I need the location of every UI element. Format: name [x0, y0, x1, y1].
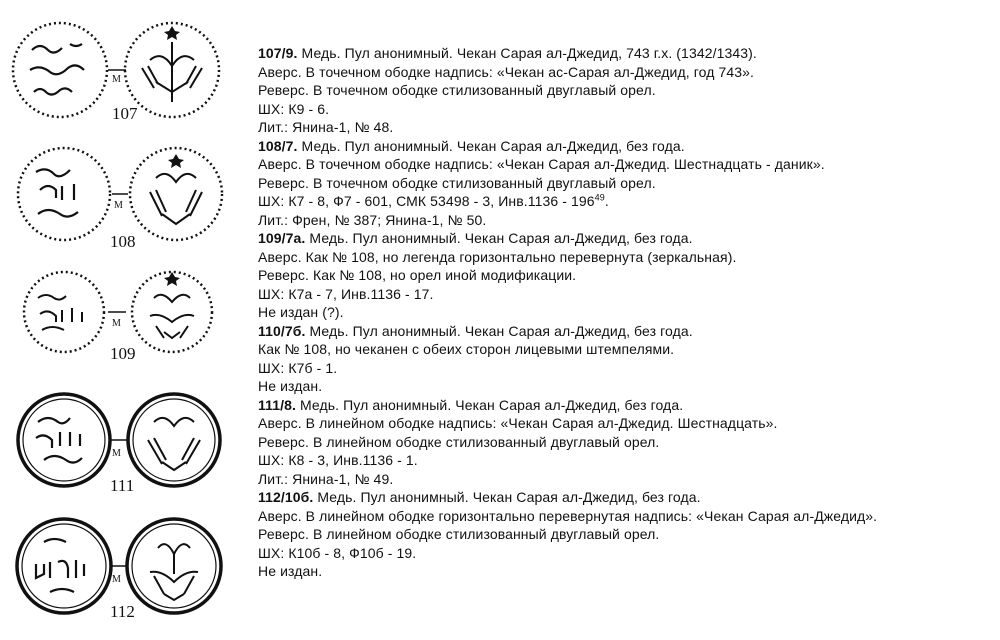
svg-text:M: M — [114, 200, 123, 211]
entry-title: Медь. Пул анонимный. Чекан Сарая ал-Джедид, без года. — [313, 489, 701, 505]
entry-ref: 112/10б. — [258, 489, 314, 505]
entry-title-line — [258, 488, 993, 507]
footnote-ref: 49 — [594, 192, 605, 203]
entry-title: Медь. Пул анонимный. Чекан Сарая ал-Джедид, без года. — [295, 396, 684, 413]
coin-label: 108 — [110, 232, 136, 251]
entry-line: Не издан (?). — [258, 304, 344, 320]
entry-title: Медь. Пул анонимный. Чекан Сарая ал-Джедид, без года. — [305, 322, 693, 339]
svg-text:M: M — [112, 74, 121, 85]
coin-pair-108 — [0, 142, 250, 251]
entry-line: ШХ: К8 - 3, Инв.1136 - 1. — [258, 452, 418, 468]
coin-label: 112 — [110, 602, 135, 621]
entry-line: Аверс. В точечном ободке надпись: «Чекан Сарая ал-Джедид. Шестнадцать - даник». — [258, 156, 825, 172]
svg-text:M: M — [112, 574, 121, 585]
entry-line: Реверс. В линейном ободке стилизованный двуглавый орел. — [258, 433, 660, 450]
entry-line: Реверс. В точечном ободке стилизованный двуглавый орел. — [258, 82, 656, 98]
entry-line: ШХ: К7а - 7, Инв.1136 - 17. — [258, 285, 434, 302]
entry-title-line — [258, 396, 993, 415]
entry-ref: 108/7. — [258, 137, 298, 154]
entry-line — [258, 192, 993, 211]
entry-title-line — [258, 229, 993, 248]
entry-line: Реверс. В линейном ободке стилизованный двуглавый орел. — [258, 526, 660, 542]
coin-pair-112 — [0, 512, 250, 622]
coin-pair-107 — [0, 16, 250, 128]
entry-line: Реверс. Как № 108, но орел иной модификации. — [258, 267, 577, 283]
entry-line: Не издан. — [258, 563, 323, 579]
shx-end: . — [604, 193, 609, 209]
entry-line: Аверс. В линейном ободке горизонтально перевернутая надпись: «Чекан Сарая ал-Джедид». — [258, 507, 878, 524]
shx-text: ШХ: К7 - 8, Ф7 - 601, СМК 53498 - 3, Инв.1136 - 196 — [258, 193, 595, 209]
entry-line: Как № 108, но чеканен с обеих сторон лицевыми штемпелями. — [258, 341, 675, 357]
entry-line: Не издан. — [258, 378, 323, 394]
entry-line: Лит.: Янина-1, № 48. — [258, 119, 394, 135]
entry-title: Медь. Пул анонимный. Чекан Сарая ал-Джедид, без года. — [305, 230, 693, 246]
coin-label: 109 — [110, 344, 136, 363]
svg-text:M: M — [112, 318, 121, 329]
entry-ref: 109/7а. — [258, 230, 306, 246]
entry-ref: 110/7б. — [258, 322, 306, 339]
coin-108-drawing — [0, 142, 230, 246]
entry-title: Медь. Пул анонимный. Чекан Сарая ал-Джедид, без года. — [297, 137, 685, 154]
entry-line: Лит.: Янина-1, № 49. — [258, 470, 394, 487]
entry-line: Аверс. В линейном ободке надпись: «Чекан Сарая ал-Джедид. Шестнадцать». — [258, 415, 778, 431]
coin-label: 111 — [110, 476, 135, 495]
coin-illustrations — [0, 0, 250, 640]
svg-text:M: M — [112, 448, 121, 459]
entry-title-line — [258, 137, 993, 156]
coin-pair-109 — [0, 268, 250, 364]
coin-pair-111 — [0, 388, 250, 494]
entry-ref: 107/9. — [258, 45, 298, 61]
entry-line: ШХ: К10б - 8, Ф10б - 19. — [258, 544, 417, 561]
entry-line: Реверс. В точечном ободке стилизованный двуглавый орел. — [258, 174, 656, 191]
entry-line: Аверс. Как № 108, но легенда горизонтально перевернута (зеркальная). — [258, 248, 737, 265]
entry-line: ШХ: К9 - 6. — [258, 100, 330, 117]
entry-title-line — [258, 44, 993, 63]
entry-line: Аверс. В точечном ободке надпись: «Чекан ас-Сарая ал-Джедид, год 743». — [258, 63, 754, 80]
entry-title: Медь. Пул анонимный. Чекан Сарая ал-Джедид, 743 г.х. (1342/1343). — [297, 45, 757, 61]
entry-line: Лит.: Френ, № 387; Янина-1, № 50. — [258, 211, 487, 228]
entry-line: ШХ: К7б - 1. — [258, 359, 338, 376]
entry-title-line — [258, 322, 993, 341]
entry-ref: 111/8. — [258, 396, 296, 413]
catalogue-text — [258, 44, 993, 581]
coin-label: 107 — [112, 104, 138, 123]
